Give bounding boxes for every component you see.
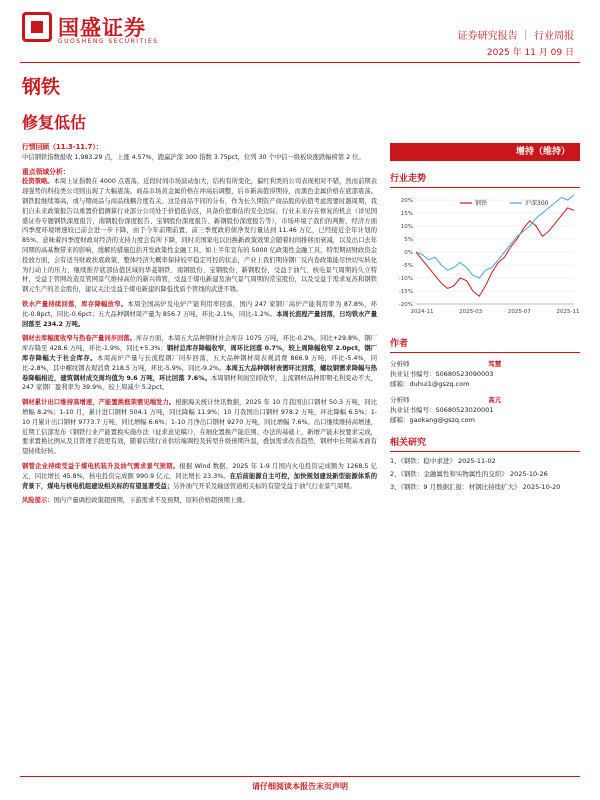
analyst-role: 分析师: [390, 360, 410, 368]
export-text: 根据海关统计快讯数据，2025 年 10 月我国出口钢材 50.3 万吨，同比增幅 8.2%；1-10 月，累计进口钢材 504.1 万吨，同比降幅 11.9%；10 月我国出口钢材 978.2 万吨，环比降幅 6.5%；1-10 月累计出口钢材 9773.7 万吨，同比增幅 6.6%；1-10 月净出口钢材 9270 万吨，同比增幅 7.6%。出口继续维持高增速，近期工信部发布《钢铁行业产能置换实施办法（征求意见稿）》，在细化置换产能范围、办法的基础上，新增产能未按要求完成，要求置换比例从及且管理手段更有效，随着后续行业供给端调控及转型升级预期升温，叠加需求改善趋势，钢材中长期基本面有望持续好转。: [22, 399, 377, 456]
logo-subtext: GUOSHENG SECURITIES: [58, 38, 159, 45]
risk-lead: 风险提示：: [22, 497, 54, 505]
email-link[interactable]: duhui1@gszq.com: [409, 380, 470, 388]
review-paragraph: 中信钢铁指数报收 1,983.29 点，上涨 4.57%，跑赢沪深 300 指数 3.75pct，位列 30 个中信一级板块涨跌幅榜第 2 位。: [22, 153, 365, 161]
report-industry-title: 钢铁: [22, 76, 61, 98]
y-tick-label: 5%: [404, 237, 413, 243]
legend-label: 沪深300: [525, 200, 549, 207]
rating-badge: 增持（维持）: [390, 143, 580, 161]
inventory-bold-2: 本周五大品种钢材表需环比回落，螺纹钢需求降幅与热卷降幅相近，建筑钢材成交周均值为 9.6 万吨，环比回落 7.6%。: [22, 364, 378, 382]
inventory-text-3: 本周钢材利润空间收窄，主流钢材品种即期毛利变动不大，247 家钢厂盈利率为 39.9%，较上周减少 5.2pct。: [22, 374, 377, 392]
cert-label: 执业证书编号：: [390, 370, 436, 378]
pipe-paragraph: [22, 462, 377, 491]
analyst-role: 分析师: [390, 396, 410, 404]
legend-label: 钢铁: [475, 200, 488, 207]
brand-logo: [22, 12, 182, 52]
related-item[interactable]: [390, 482, 580, 492]
y-tick-label: 10%: [400, 224, 413, 230]
page-header: [0, 0, 600, 70]
related-title: 1、《钢铁：稳中求进》: [390, 457, 456, 465]
y-tick-label: -10%: [398, 276, 413, 282]
core-heading: 重点领域分析：: [22, 167, 70, 176]
y-tick-label: 15%: [400, 211, 413, 217]
x-tick-label: 2024-11: [410, 309, 434, 315]
cert-number: S0680523020001: [435, 406, 494, 414]
production-paragraph: [22, 300, 377, 329]
production-lead: 铁水产量持续回落，库存降幅放窄。: [22, 300, 128, 308]
cert-number: S0680523090003: [435, 370, 494, 378]
y-tick-label: 0%: [404, 250, 413, 256]
inventory-text: 库存方面，本周五大品种钢材社会库存 1075 万吨，环比-0.2%，同比+29.8%，钢厂库存降至 428.6 万吨，环比-1.9%，同比+5.3%；: [22, 335, 378, 353]
analysts-heading: 作者: [390, 336, 580, 353]
main-content: [22, 143, 377, 506]
x-tick-label: 2025-11: [556, 309, 580, 315]
pipe-text: 根据 Wind 数据，2025 年 1-9 月国内火电投资完成额为 1268.5 亿元，同比增长 45.8%，核电投资完成额 990.9 亿元，同比增长 23.3%。: [22, 462, 377, 480]
analyst-card: [390, 359, 580, 389]
export-paragraph: [22, 398, 377, 457]
pipe-text-2: 另外油气开采及输送管道相关标的有望受益于油气行业景气周期。: [173, 482, 356, 490]
email-label: 邮箱：: [390, 416, 410, 424]
footer-disclaimer: 请仔细阅读本报告末页声明: [252, 782, 348, 791]
inventory-lead: 钢材去库幅度收窄与热卷产量同步回落。: [22, 335, 136, 343]
related-item[interactable]: [390, 469, 580, 479]
email-label: 邮箱：: [390, 380, 410, 388]
strategy-text: 本周上证指数在 4000 点震荡，近段时间市场波动加大，结构有所变化，偏红利类的公司表现相对不错，然而前期表现强势的科技类公司则出现了大幅震荡。商品市场黄金属价格在冲高后调整，后市新高值得期待，而黑色金属价格在底部震荡。钢铁股继续筹高，或与期商品与商品线耦合度有关。这是商品不同的分布，作为长久期资产商品股的估值考虑需要时越周期，我们自未来政策报告以重置价值测算行业部分公司处于价值低估区，具备价值重估的安全边际，行业未来存在修复的机会（详见国盛证券专题钢铁深度报告，南钢股份深度报告、宝钢股份深度报告、新钢股份深度报告等），市场环境了我们的判断，经济方面四季度环境增速较已前会进一步下降，由于今年前期前置，前三季度政府债净发行量达到 11.46 万亿，已经接近全年计划的 85%，意味着四季度财政对经济的支持力度会有所下降，同时美国家电以旧换新政策效果会随着时间推移而衰减，以及出口去年同期的高基数带来的影响，缓解的措施包括开发政策性金融工具，如上半年宣布的 5000 亿政策性金融工具，特型期初财政资金投放方面，会有适当财政扶底政策，整体经济大概率保持较平稳定可控的状态，产业上我们期待钢厂反内卷政策能尽快切实转化为行动上的压力，继续推荐底部估值区域的华菱钢铁、南钢股份、宝钢股份、新钢股份，受益于油气、核电景气周期的久立特材，受益于管网改造及管网景气维持高位的新兴铸管，受益于煤电新建及油气景气周期的常宝股份，以及受益于需求复苏和钢铁钢元生产的差金股份，建议关注受益于煤电新建的降低优质个管线的武进不锈。: [22, 178, 378, 294]
email-link[interactable]: gaokang@gszq.com: [409, 416, 475, 424]
y-tick-label: -20%: [398, 302, 413, 308]
logo-text: 国盛证券: [58, 16, 146, 40]
analyst-card: [390, 395, 580, 425]
y-tick-label: -15%: [398, 289, 413, 295]
y-tick-label: -5%: [402, 263, 413, 269]
related-date: 2025-10-20: [522, 483, 561, 491]
risk-paragraph: [22, 496, 377, 506]
footer-divider: [20, 776, 580, 777]
inventory-bold: 钢材总库存降幅收窄，周环比回落 0.7%，较上周降幅收窄 2.0pct，钢厂库存降幅大于社会库存。: [22, 345, 377, 362]
x-tick-label: 2025-03: [459, 309, 483, 315]
x-tick-label: 2025-07: [507, 309, 531, 315]
series-line: [416, 195, 574, 278]
sidebar: [390, 143, 580, 495]
strategy-lead: 投资策略。: [22, 178, 54, 186]
inventory-text-2: 本周高炉产量与长流程钢厂同步回落，五大品种钢材周表观消费 866.9 万吨，环比-5.4%，同比-2.8%，其中螺纹钢表观消费 218.5 万吨，环比-5.9%，同比-9.2%。: [22, 354, 378, 372]
header-divider: [20, 62, 580, 63]
related-item[interactable]: [390, 456, 580, 466]
report-date: 2025 年 11 月 09 日: [486, 48, 574, 58]
pipe-lead: 钢管企业持续受益于煤电机装升及油气需求景气预期。: [22, 462, 180, 470]
related-title: 3、《钢铁：9 月数据汇报：材钢比持续扩大》: [390, 483, 521, 491]
y-tick-label: 20%: [400, 198, 413, 204]
related-date: 2025-11-02: [457, 457, 496, 465]
export-lead: 钢材累计出口维持高增速，产能置换框架需见端发力。: [22, 399, 176, 407]
production-text: 本周全国高炉及电炉产能利用率回落，国内 247 家钢厂高炉产能利用率为 87.8%，环比-0.8pct，同比-0.6pct；五大品种钢材周产量为 856.7 万吨，环比-2.1%，同比-1.2%。: [22, 300, 378, 318]
risk-text: 国内产量调控政策超预期，下游需求不及预期，原料价格超预期上涨。: [53, 497, 249, 505]
analyst-name: 笃慧: [488, 360, 502, 368]
report-type: 证券研究报告 ｜ 行业周报: [457, 31, 574, 42]
production-bold: 本周长流程产量回落，日均铁水产量回落至 234.2 万吨。: [22, 310, 378, 328]
strategy-paragraph: [22, 177, 377, 295]
analyst-name: 高亢: [488, 396, 502, 404]
related-heading: 相关研究: [390, 435, 580, 452]
industry-trend-chart: [390, 192, 580, 322]
cert-label: 执业证书编号：: [390, 406, 436, 414]
inventory-paragraph: [22, 334, 377, 393]
review-heading: 行情回顾（11.3-11.7）：: [22, 143, 103, 151]
related-date: 2025-10-26: [509, 470, 548, 478]
pipe-bold: 在后前能源自主可控，加快规划建设新型能源体系的背景下，煤电与核电机组建设相关标的有望显著受益；: [22, 472, 378, 490]
logo-mark-icon: [22, 12, 52, 42]
related-list: [390, 456, 580, 492]
related-title: 2、《钢铁：金融属性和实物属性的交织》: [390, 470, 508, 478]
report-subtitle: 修复低估: [22, 113, 87, 132]
trend-heading: 行业走势: [390, 171, 580, 188]
